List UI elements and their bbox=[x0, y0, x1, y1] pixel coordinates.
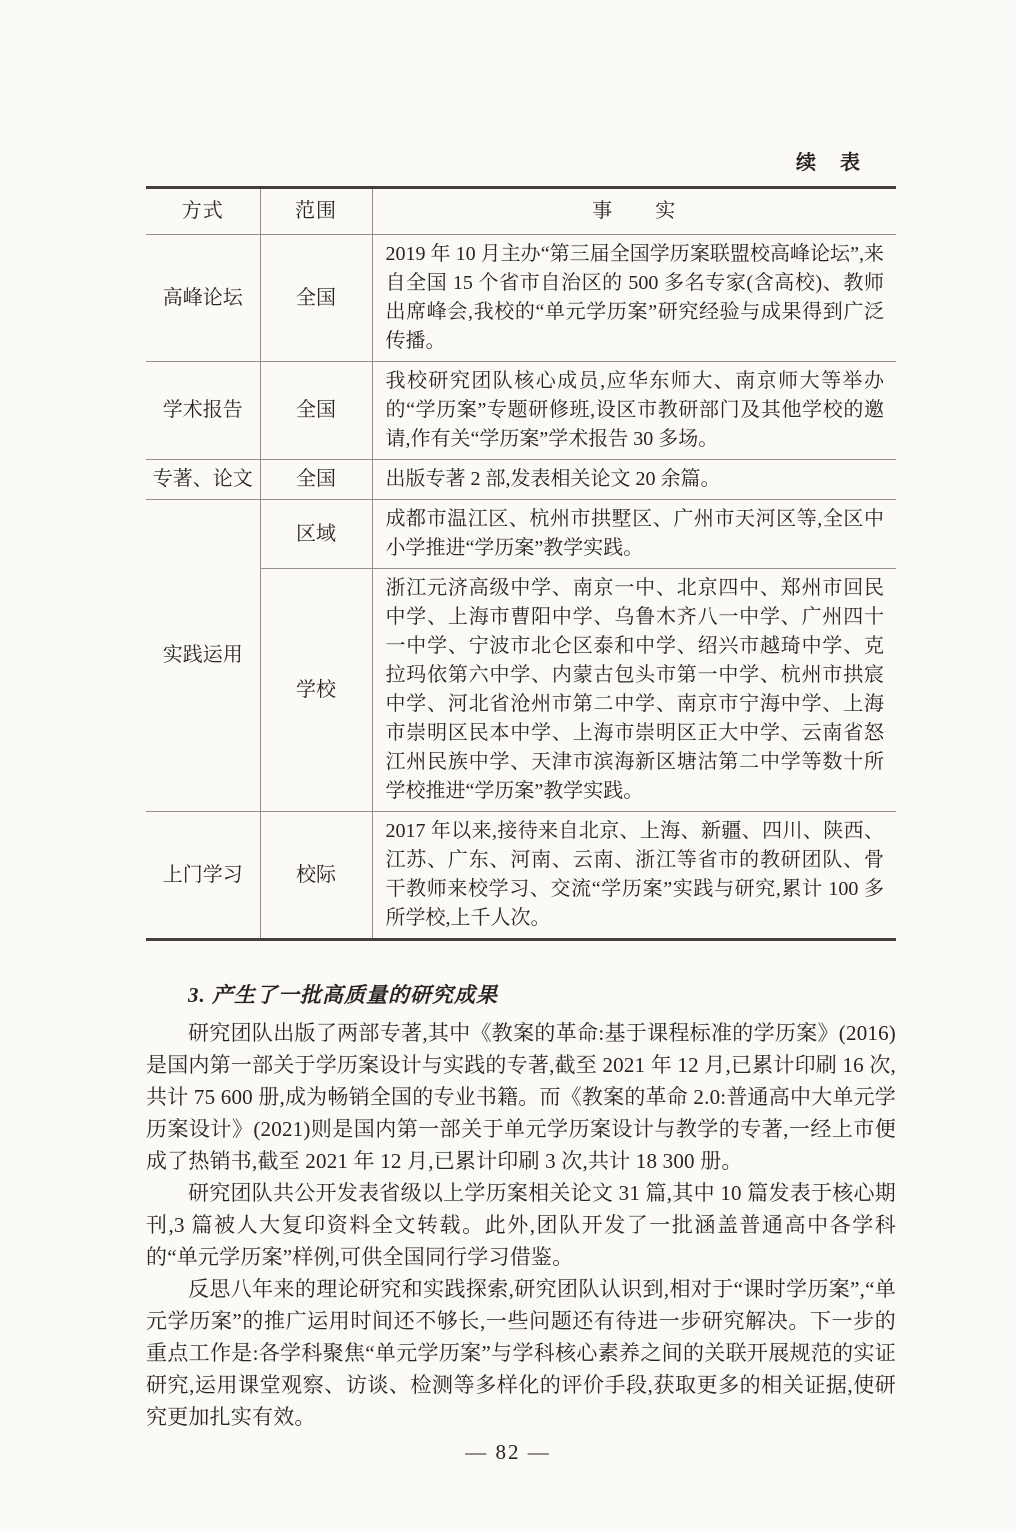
cell-fact: 2019 年 10 月主办“第三届全国学历案联盟校高峰论坛”,来自全国 15 个省市自治区的 500 多名专家(含高校)、教师出席峰会,我校的“单元学历案”研究经验与成果得到广泛传播。 bbox=[372, 235, 896, 362]
cell-method-merged: 实践运用 bbox=[146, 500, 260, 812]
cell-scope: 区域 bbox=[260, 500, 372, 569]
table-row bbox=[146, 460, 896, 500]
page-number: — 82 — bbox=[465, 1440, 551, 1464]
cell-scope: 全国 bbox=[260, 362, 372, 460]
cell-scope: 全国 bbox=[260, 460, 372, 500]
column-header-scope: 范围 bbox=[260, 188, 372, 235]
table-continued-label: 续 表 bbox=[796, 152, 862, 174]
cell-fact: 2017 年以来,接待来自北京、上海、新疆、四川、陕西、江苏、广东、河南、云南、浙江等省市的教研团队、骨干教师来校学习、交流“学历案”实践与研究,累计 100 多所学校,上千人次。 bbox=[372, 812, 896, 940]
column-header-method: 方式 bbox=[146, 188, 260, 235]
table-row bbox=[146, 812, 896, 940]
cell-fact: 浙江元济高级中学、南京一中、北京四中、郑州市回民中学、上海市曹阳中学、乌鲁木齐八一中学、广州四十一中学、宁波市北仑区泰和中学、绍兴市越琦中学、克拉玛依第六中学、内蒙古包头市第一中学、杭州市拱宸中学、河北省沧州市第二中学、南京市宁海中学、上海市崇明区民本中学、上海市崇明区正大中学、云南省怒江州民族中学、天津市滨海新区塘沽第二中学等数十所学校推进“学历案”教学实践。 bbox=[372, 569, 896, 812]
table-header-row bbox=[146, 188, 896, 235]
paragraph: 研究团队共公开发表省级以上学历案相关论文 31 篇,其中 10 篇发表于核心期刊,3 篇被人大复印资料全文转载。此外,团队开发了一批涵盖普通高中各学科的“单元学历案”样例,可供全国同行学习借鉴。 bbox=[146, 1181, 896, 1269]
cell-fact: 出版专著 2 部,发表相关论文 20 余篇。 bbox=[372, 460, 896, 500]
cell-method: 上门学习 bbox=[146, 812, 260, 940]
table-row bbox=[146, 235, 896, 362]
table-row bbox=[146, 500, 896, 569]
table-row bbox=[146, 362, 896, 460]
dissemination-table bbox=[146, 186, 896, 941]
page-content bbox=[146, 0, 896, 1433]
body-text bbox=[146, 979, 896, 1433]
cell-method: 高峰论坛 bbox=[146, 235, 260, 362]
cell-scope: 全国 bbox=[260, 235, 372, 362]
paragraph: 研究团队出版了两部专著,其中《教案的革命:基于课程标准的学历案》(2016)是国内第一部关于学历案设计与实践的专著,截至 2021 年 12 月,已累计印刷 16 次,共计 75 600 册,成为畅销全国的专业书籍。而《教案的革命 2.0:普通高中大单元学历案设计》(2021)则是国内第一部关于单元学历案设计与教学的专著,一经上市便成了热销书,截至 2021 年 12 月,已累计印刷 3 次,共计 18 300 册。 bbox=[146, 1021, 896, 1173]
cell-method: 学术报告 bbox=[146, 362, 260, 460]
paragraph: 反思八年来的理论研究和实践探索,研究团队认识到,相对于“课时学历案”,“单元学历案”的推广运用时间还不够长,一些问题还有待进一步研究解决。下一步的重点工作是:各学科聚焦“单元学历案”与学科核心素养之间的关联开展规范的实证研究,运用课堂观察、访谈、检测等多样化的评价手段,获取更多的相关证据,使研究更加扎实有效。 bbox=[146, 1277, 896, 1429]
section-heading: 3. 产生了一批高质量的研究成果 bbox=[188, 983, 498, 1007]
cell-scope: 学校 bbox=[260, 569, 372, 812]
cell-scope: 校际 bbox=[260, 812, 372, 940]
cell-method: 专著、论文 bbox=[146, 460, 260, 500]
cell-fact: 我校研究团队核心成员,应华东师大、南京师大等举办的“学历案”专题研修班,设区市教研部门及其他学校的邀请,作有关“学历案”学术报告 30 多场。 bbox=[372, 362, 896, 460]
column-header-fact: 事 实 bbox=[372, 188, 896, 235]
cell-fact: 成都市温江区、杭州市拱墅区、广州市天河区等,全区中小学推进“学历案”教学实践。 bbox=[372, 500, 896, 569]
